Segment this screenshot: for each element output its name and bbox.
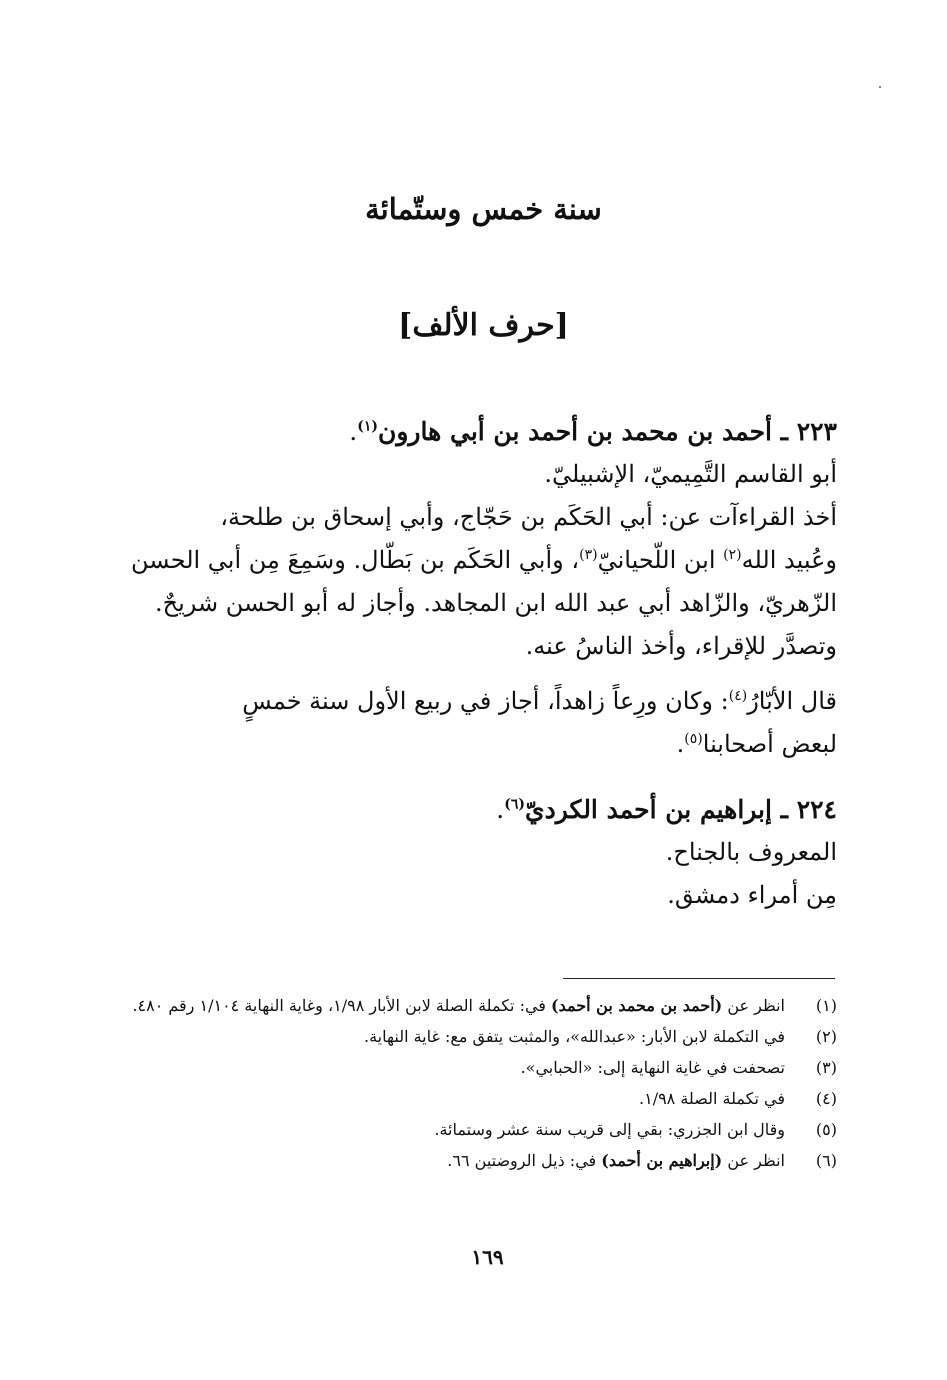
text-segment-bold: (إبراهيم بن أحمد) — [601, 1151, 723, 1170]
entry-223-text-line: وتصدَّر للإقراء، وأخذ الناسُ عنه. — [525, 632, 837, 660]
footnote-item — [108, 1114, 837, 1145]
page-number: ١٦٩ — [471, 1245, 504, 1269]
text-segment: انظر عن — [722, 1151, 785, 1170]
text-segment: وعُبيد الله — [741, 546, 837, 574]
footnote-ref-6: (٦) — [504, 796, 526, 813]
footnote-ref-4: (٤) — [728, 688, 748, 704]
entry-224-title: ٢٢٤ ـ إبراهيم بن أحمد الكرديّ — [525, 795, 837, 824]
text-segment: قال الأبّارُ — [747, 687, 837, 715]
footnote-number: (٥) — [815, 1120, 837, 1139]
quote-line — [112, 680, 837, 723]
text-segment: : وكان ورِعاً زاهداً، أجاز في ربيع الأول سنة خمسٍ — [242, 687, 729, 715]
entry-223-kunya: أبو القاسم التَّمِيميّ، الإشبيليّ. — [544, 460, 837, 488]
footnote-number: (٦) — [815, 1151, 837, 1170]
footnote-ref-5: (٥) — [684, 731, 703, 747]
footnote-ref-1: (١) — [357, 418, 378, 435]
text-segment: في: ذيل الروضتين ٦٦. — [447, 1151, 602, 1170]
footnote-number: (٤) — [815, 1089, 837, 1108]
entry-223-text-line — [112, 539, 837, 582]
footnote-ref-2: (٢) — [723, 547, 742, 563]
entry-224-heading-end: . — [496, 795, 505, 824]
entry-223-heading-end: . — [349, 417, 358, 446]
entry-223-heading — [112, 410, 837, 453]
entry-223-text-line: الزّهريّ، والزّاهد أبي عبد الله ابن المجاهد. وأجاز له أبو الحسن شريحٌ. — [155, 589, 837, 617]
footnote-text — [108, 1145, 785, 1176]
text-segment: لبعض أصحابنا — [702, 730, 837, 758]
text-segment-bold: (أحمد بن محمد بن أحمد) — [551, 996, 723, 1015]
footnote-text: تصحفت في غاية النهاية إلى: «الحبابي». — [520, 1058, 785, 1077]
footnote-item — [108, 1052, 837, 1083]
footnote-separator — [563, 978, 835, 979]
text-segment: انظر عن — [722, 996, 785, 1015]
scan-speck — [879, 86, 881, 88]
footnote-ref-3: (٣) — [579, 547, 598, 563]
entry-223 — [112, 410, 837, 668]
text-segment: في: تكملة الصلة لابن الأبار ١/٩٨، وغاية النهاية ١/١٠٤ رقم ٤٨٠. — [132, 996, 552, 1015]
footnote-item — [108, 1083, 837, 1114]
text-segment: . — [676, 730, 685, 758]
entry-224-text-line: المعروف بالجناح. — [665, 838, 837, 866]
footnote-item — [108, 990, 837, 1021]
entry-224-heading — [112, 788, 837, 831]
abbar-quote — [112, 680, 837, 766]
footnote-text: في التكملة لابن الأبار: «عبدالله»، والمثبت يتفق مع: غاية النهاية. — [364, 1027, 785, 1046]
entry-224-text-line: مِن أمراء دمشق. — [667, 881, 837, 909]
text-segment: ، وأبي الحَكَم بن بَطّال. وسَمِعَ مِن أبي الحسن — [131, 546, 580, 574]
quote-line — [112, 723, 837, 766]
footnote-text: في تكملة الصلة ١/٩٨. — [639, 1089, 785, 1108]
year-heading: سنة خمس وستّمائة — [365, 192, 602, 226]
section-heading: [حرف الألف] — [398, 308, 569, 343]
entry-223-text-line: أخذ القراءآت عن: أبي الحَكَم بن حَجّاج، وأبي إسحاق بن طلحة، — [220, 503, 837, 531]
footnote-number: (٢) — [815, 1027, 837, 1046]
footnote-number: (١) — [815, 996, 837, 1015]
footnote-item — [108, 1021, 837, 1052]
entry-224 — [112, 788, 837, 917]
footnote-item — [108, 1145, 837, 1176]
text-segment: ابن اللّحيانيّ — [597, 546, 724, 574]
footnote-text: وقال ابن الجزري: بقي إلى قريب سنة عشر وستمائة. — [434, 1120, 785, 1139]
entry-223-title: ٢٢٣ ـ أحمد بن محمد بن أحمد بن أبي هارون — [377, 417, 837, 446]
footnotes — [108, 990, 837, 1176]
footnote-text — [108, 990, 785, 1021]
footnote-number: (٣) — [815, 1058, 837, 1077]
